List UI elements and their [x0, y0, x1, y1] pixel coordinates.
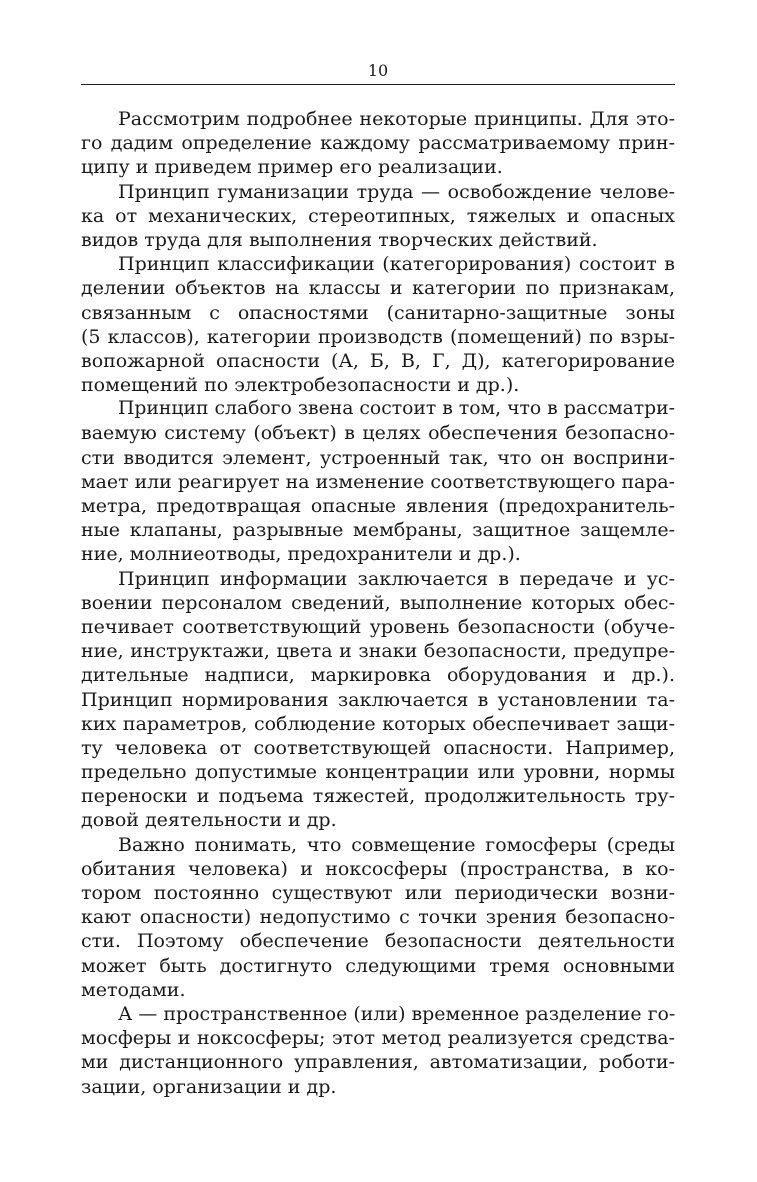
body-text — [81, 107, 675, 1099]
text-line: ние, молниеотводы, предохранители и др.). — [81, 543, 521, 566]
text-line: видов труда для выполнения творческих действий. — [81, 228, 598, 251]
text-line: делении объектов на классы и категории по признакам, — [81, 277, 675, 300]
text-line: дительные надписи, маркировка оборудования и др.). — [81, 664, 675, 687]
text-line: сти. Поэтому обеспечение безопасности деятельности — [81, 930, 675, 953]
text-line: тором постоянно существуют или периодически возни- — [81, 882, 675, 904]
text-line: печивает соответствующий уровень безопасности (обуче- — [81, 615, 675, 638]
paragraph — [81, 567, 675, 833]
text-line: Принцип нормирования заключается в установлении та- — [81, 688, 675, 711]
text-line: ту человека от соответствующей опасности. Например, — [81, 736, 675, 759]
text-line: ких параметров, соблюдение которых обеспечивает защи- — [81, 712, 675, 735]
paragraph — [81, 1002, 675, 1099]
text-line: ваемую систему (объект) в целях обеспечения безопасно- — [81, 422, 675, 445]
text-line: Принцип гуманизации труда — освобождение челове- — [118, 180, 675, 203]
text-line: помещений по электробезопасности и др.). — [81, 374, 520, 397]
text-line: связанным с опасностями (санитарно-защитные зоны — [81, 301, 675, 324]
text-line: метра, предотвращая опасные явления (предохранитель- — [81, 495, 675, 517]
text-line: вопожарной опасности (А, Б, В, Г, Д), категорирование — [81, 349, 675, 372]
text-line: сти вводится элемент, устроенный так, что он восприни- — [81, 446, 675, 469]
paragraph — [81, 833, 675, 1002]
text-line: ципу и приведем пример его реализации. — [81, 156, 503, 179]
paragraph — [81, 107, 675, 180]
text-line: ми дистанционного управления, автоматизации, роботи- — [81, 1051, 675, 1074]
page-number: 10 — [367, 61, 389, 80]
text-line: обитания человека) и ноксосферы (пространства, в ко- — [81, 857, 675, 880]
text-line: мает или реагирует на изменение соответствующего пара- — [81, 470, 675, 493]
text-line: го дадим определение каждому рассматриваемому прин- — [81, 132, 675, 155]
text-line: кают опасности) недопустимо с точки зрения безопасно- — [81, 906, 675, 929]
paragraph — [81, 252, 675, 397]
book-page — [81, 60, 675, 1099]
paragraph — [81, 397, 675, 566]
text-line: может быть достигнуто следующими тремя основными — [81, 954, 675, 977]
text-line: Принцип информации заключается в передаче и ус- — [118, 567, 675, 590]
text-line: довой деятельности и др. — [81, 809, 337, 832]
header-rule — [81, 84, 675, 85]
text-line: Рассмотрим подробнее некоторые принципы. Для это- — [118, 108, 675, 130]
text-line: Важно понимать, что совмещение гомосферы (среды — [118, 833, 675, 856]
paragraph — [81, 180, 675, 253]
text-line: воении персоналом сведений, выполнение которых обес- — [81, 591, 675, 614]
text-line: ные клапаны, разрывные мембраны, защитное защемле- — [81, 519, 675, 542]
text-line: переноски и подъема тяжестей, продолжительность тру- — [81, 785, 675, 808]
text-line: А — пространственное (или) временное разделение го- — [118, 1002, 676, 1025]
text-line: предельно допустимые концентрации или уровни, нормы — [81, 761, 675, 784]
text-line: ка от механических, стереотипных, тяжелых и опасных — [81, 204, 675, 227]
text-line: Принцип классификации (категорирования) состоит в — [118, 253, 675, 276]
text-line: ние, инструктажи, цвета и знаки безопасности, предупре- — [81, 640, 675, 663]
text-line: (5 классов), категории производств (помещений) по взры- — [81, 325, 675, 348]
text-line: зации, организации и др. — [81, 1075, 337, 1098]
text-line: Принцип слабого звена состоит в том, что в рассматри- — [118, 398, 675, 420]
text-line: мосферы и ноксосферы; этот метод реализуется средства- — [81, 1027, 675, 1050]
text-line: методами. — [81, 978, 186, 1001]
